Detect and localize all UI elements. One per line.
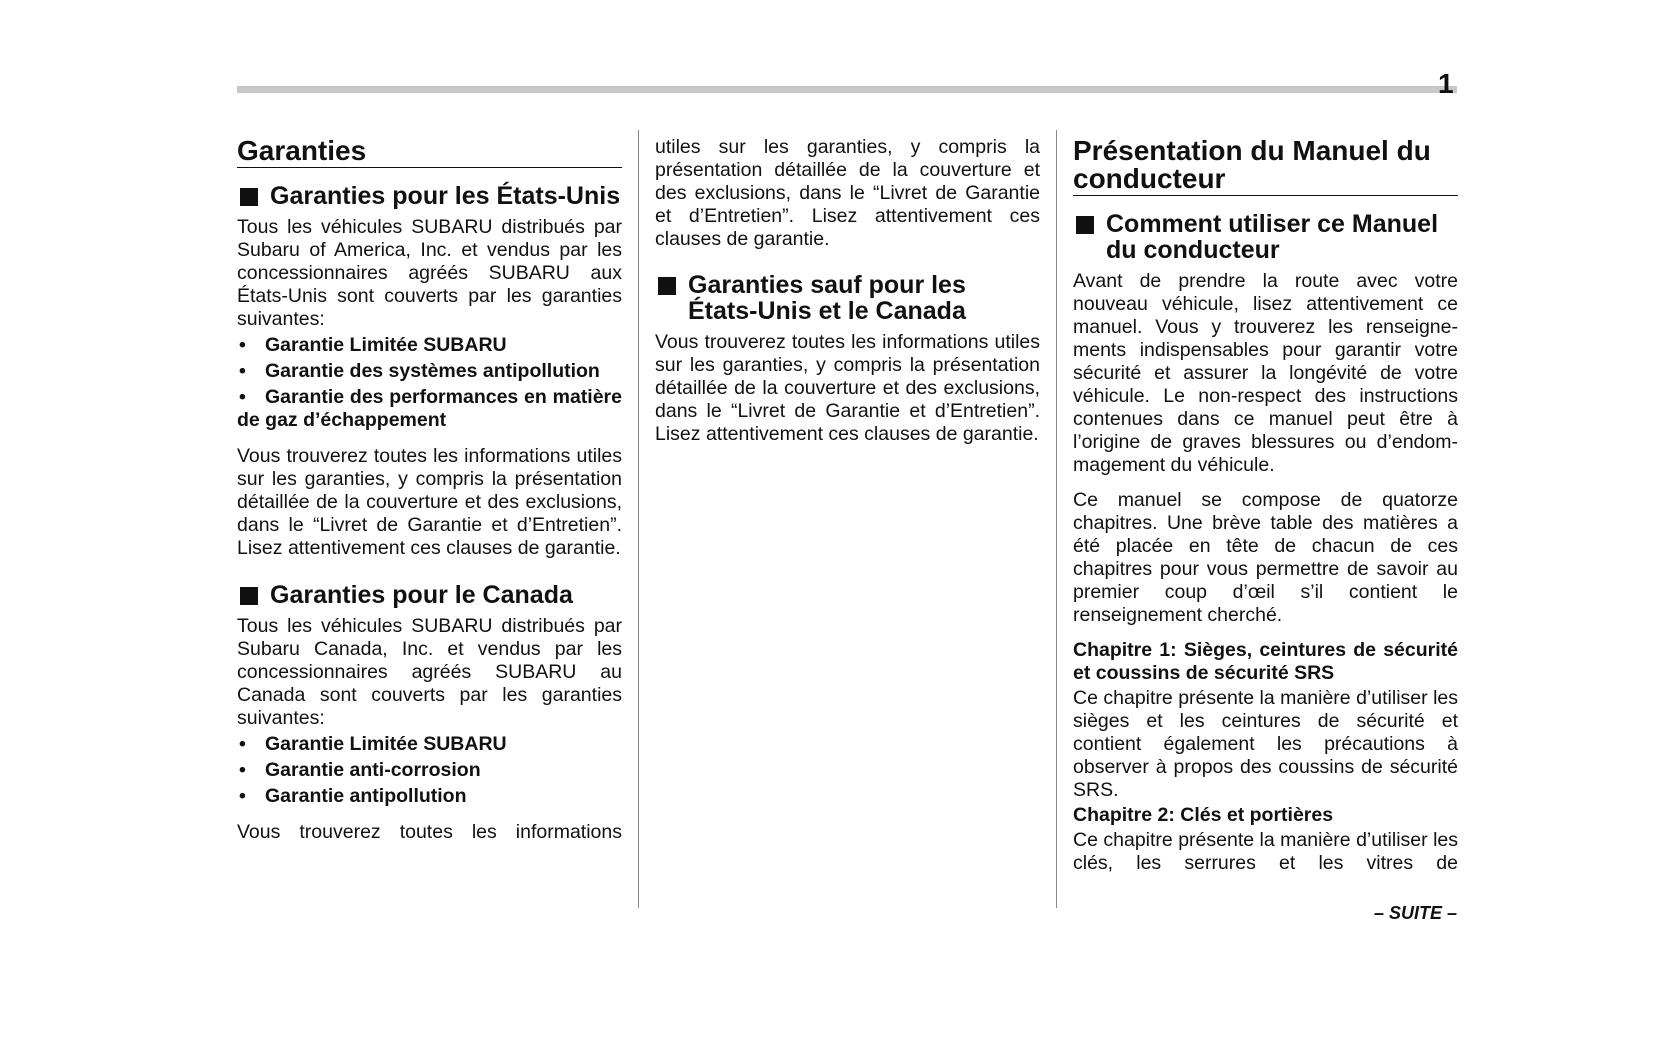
list-item: • Garantie des systèmes antipollution [239, 360, 600, 382]
us-info-paragraph: Vous trouverez toutes les informations utiles sur les garanties, y compris la présentation détaillée de la couverture et des exclusions, dans le “Livret de Garantie et d’Entretien”. Lisez attentivement ces clauses de garantie. [237, 445, 622, 559]
column-divider [1056, 130, 1057, 908]
chapters-paragraph: Ce manuel se compose de quatorze chapitres. Une brève table des matières a été placée en tête de chacun de ces chapitres pour vous permettre de savoir au premier coup d’œil s’il contient le renseignement cherché. [1073, 489, 1458, 626]
heading-us-warranties [237, 183, 622, 209]
square-bullet-icon [240, 587, 258, 605]
column-1 [237, 137, 622, 844]
page-number: 1 [1438, 68, 1454, 99]
list-item: • Garantie Limitée SUBARU [239, 733, 507, 755]
canada-info-paragraph-cont: utiles sur les garanties, y compris la présentation détaillée de la couverture et des exclusions, dans le “Livret de Garantie et d’Entretien”. Lisez attentivement ces clauses de garantie. [655, 136, 1040, 250]
bullet-icon: • [239, 334, 246, 356]
bullet-icon: • [239, 785, 246, 807]
column-3 [1073, 137, 1458, 875]
heading-canada-warranties [237, 582, 622, 608]
list-item: • Garantie des performances en matière de gaz d’échappement [237, 386, 622, 431]
column-2 [655, 136, 1040, 446]
list-item: • Garantie antipollution [239, 785, 467, 807]
section-title-manual: Présentation du Manuel du conducteur [1073, 137, 1458, 196]
chapter-1-title: Chapitre 1: Sièges, ceintures de sécurité et coussins de sécurité SRS [1073, 639, 1458, 684]
us-intro-paragraph: Tous les véhicules SUBARU distribués par Subaru of America, Inc. et vendus par les concessionnaires agréés SUBARU aux États-Unis sont couverts par les garanties suivantes: [237, 216, 622, 330]
bullet-icon: • [239, 759, 246, 781]
square-bullet-icon [658, 277, 676, 295]
header-rule [237, 86, 1457, 93]
intro-paragraph: Avant de prendre la route avec votre nouveau véhicule, lisez attentivement ce manuel. Vous y trouverez les renseignements indispensables pour garantir votre sécurité et assurer la longévité de votre véhicule. Le non-respect des instructions contenues dans ce manuel peut être à l’origine de graves blessures ou d’endommagement du véhicule. [1073, 270, 1458, 476]
continued-label: – SUITE – [1373, 903, 1457, 923]
section-title-garanties: Garanties [237, 137, 622, 168]
column-divider [638, 130, 639, 908]
heading-text: Garanties sauf pour les États-Unis et le Canada [688, 271, 966, 325]
heading-text: Comment utiliser ce Manuel du conducteur [1106, 210, 1439, 264]
canada-info-paragraph-start: Vous trouverez toutes les informations [237, 821, 622, 843]
square-bullet-icon [240, 188, 258, 206]
chapter-2-text: Ce chapitre présente la manière d’utiliser les clés, les serrures et les vitres de [1073, 829, 1458, 874]
list-item: • Garantie Limitée SUBARU [239, 334, 507, 356]
square-bullet-icon [1076, 216, 1094, 234]
chapter-1-text: Ce chapitre présente la manière d’utiliser les sièges et les ceintures de sécurité et contient également les précautions à observer à propos des coussins de sécurité SRS. [1073, 687, 1458, 801]
heading-how-to-use [1073, 211, 1458, 263]
heading-text: Garanties pour le Canada [270, 581, 573, 609]
bullet-icon: • [239, 386, 246, 408]
heading-other-warranties [655, 272, 1040, 324]
chapter-2-title: Chapitre 2: Clés et portières [1073, 804, 1334, 826]
list-item: • Garantie anti-corrosion [239, 759, 481, 781]
canada-warranty-list [237, 733, 622, 808]
heading-text: Garanties pour les États-Unis [270, 182, 621, 210]
canada-intro-paragraph: Tous les véhicules SUBARU distribués par Subaru Canada, Inc. et vendus par les concessionnaires agréés SUBARU au Canada sont couverts par les garanties suivantes: [237, 615, 622, 729]
us-warranty-list [237, 334, 622, 432]
bullet-icon: • [239, 360, 246, 382]
other-info-paragraph: Vous trouverez toutes les informations utiles sur les garanties, y compris la présentation détaillée de la couverture et des exclusions, dans le “Livret de Garantie et d’Entretien”. Lisez attentivement ces clauses de garantie. [655, 331, 1040, 445]
bullet-icon: • [239, 733, 246, 755]
